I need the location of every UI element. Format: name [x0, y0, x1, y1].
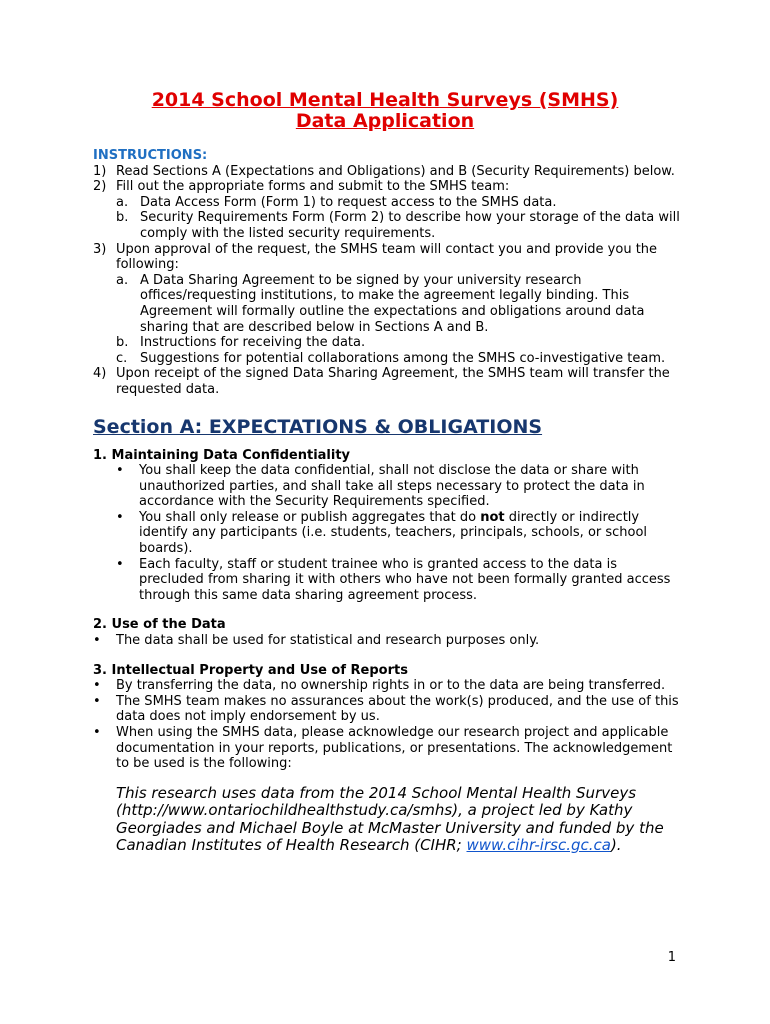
instruction-text: Read Sections A (Expectations and Obligations) and B (Security Requirements) below.	[116, 163, 675, 179]
instruction-subitem	[116, 273, 683, 335]
bullet-text: The data shall be used for statistical and research purposes only.	[116, 633, 540, 649]
bullet-icon: •	[93, 725, 101, 740]
subitem-letter: c.	[116, 350, 128, 366]
acknowledgement-text	[116, 785, 683, 855]
bullet-item	[93, 633, 683, 649]
bullet-text: When using the SMHS data, please acknowledge our research project and applicable documentation in your reports, publications, or presentations. The acknowledgement to be used is the following:	[116, 725, 673, 772]
instruction-number: 2)	[93, 179, 107, 195]
bullet-text-emphasis: not	[480, 509, 505, 525]
instruction-number: 3)	[93, 241, 107, 257]
subitem-text: Security Requirements Form (Form 2) to describe how your storage of the data will comply with the listed security requirements.	[140, 210, 680, 241]
bullet-text: By transferring the data, no ownership rights in or to the data are being transferred.	[116, 678, 666, 694]
subsection-heading-intellectual-property: 3. Intellectual Property and Use of Reports	[93, 662, 408, 678]
instruction-item	[93, 366, 683, 397]
instruction-item	[93, 242, 683, 273]
instruction-subitem	[116, 335, 683, 351]
document-title-line1: 2014 School Mental Health Surveys (SMHS)	[151, 89, 619, 111]
section-a-heading: Section A: EXPECTATIONS & OBLIGATIONS	[93, 415, 543, 438]
bullet-icon: •	[116, 509, 124, 525]
cihr-link[interactable]: www.cihr-irsc.gc.ca	[466, 836, 611, 855]
bullet-item	[93, 678, 683, 694]
acknowledgement-end: ).	[610, 836, 622, 855]
bullet-text	[139, 510, 683, 557]
instruction-number: 4)	[93, 366, 107, 382]
subitem-letter: a.	[116, 272, 129, 288]
bullet-item	[116, 510, 683, 557]
subitem-text: A Data Sharing Agreement to be signed by your university research offices/requesting institutions, to make the agreement legally binding. This Agreement will formally outline the expectations and obligations around data sharing that are described below in Sections A and B.	[140, 272, 645, 335]
subitem-letter: b.	[116, 210, 129, 226]
subitem-text: Suggestions for potential collaborations among the SMHS co-investigative team.	[140, 350, 666, 366]
instruction-item	[93, 164, 683, 180]
bullet-icon: •	[93, 633, 101, 649]
bullet-text-pre: You shall only release or publish aggregates that do	[139, 509, 481, 525]
instruction-text: Fill out the appropriate forms and submit to the SMHS team:	[116, 179, 510, 195]
document-title-line2: Data Application	[295, 110, 475, 132]
subsection-heading-confidentiality: 1. Maintaining Data Confidentiality	[93, 447, 351, 463]
bullet-item	[93, 725, 683, 772]
bullet-item	[116, 463, 683, 510]
bullet-icon: •	[93, 693, 101, 709]
bullet-text: The SMHS team makes no assurances about the work(s) produced, and the use of this data does not imply endorsement by us.	[116, 693, 679, 725]
bullet-icon: •	[116, 463, 124, 479]
bullet-icon: •	[116, 556, 124, 572]
instruction-text: Upon approval of the request, the SMHS team will contact you and provide you the following:	[116, 241, 658, 273]
document-body	[93, 148, 683, 855]
bullet-icon: •	[93, 678, 101, 694]
instruction-subitem	[116, 351, 683, 367]
acknowledgement-body: This research uses data from the 2014 School Mental Health Surveys (http://www.ontariochildhealthstudy.ca/smhs), a project led by Kathy Georgiades and Michael Boyle at McMaster University and funded by the Canadian Institutes of Health Research (CIHR;	[116, 783, 664, 855]
instruction-subitem	[116, 195, 683, 211]
subitem-letter: b.	[116, 335, 129, 351]
instruction-item	[93, 179, 683, 195]
subitem-text: Data Access Form (Form 1) to request access to the SMHS data.	[140, 194, 557, 210]
confidentiality-bullets	[116, 463, 683, 603]
instruction-subitem	[116, 210, 683, 241]
subitem-letter: a.	[116, 194, 129, 210]
bullet-text: You shall keep the data confidential, shall not disclose the data or share with unauthorized parties, and shall take all steps necessary to protect the data in accordance with the Security Requirements specified.	[139, 463, 645, 510]
bullet-text-post: directly or indirectly identify any participants (i.e. students, teachers, principals, schools, or school boards).	[139, 509, 648, 557]
bullet-text: Each faculty, staff or student trainee who is granted access to the data is precluded from sharing it with others who have not been formally granted access through this same data sharing agreement process.	[139, 556, 671, 603]
instruction-number: 1)	[93, 163, 107, 179]
subitem-text: Instructions for receiving the data.	[140, 335, 366, 351]
instructions-heading: INSTRUCTIONS:	[93, 148, 208, 163]
bullet-item	[93, 694, 683, 725]
subsection-heading-use-of-data: 2. Use of the Data	[93, 617, 226, 633]
instruction-text: Upon receipt of the signed Data Sharing Agreement, the SMHS team will transfer the requested data.	[116, 366, 670, 397]
bullet-item	[116, 557, 683, 604]
page-number: 1	[667, 950, 676, 965]
